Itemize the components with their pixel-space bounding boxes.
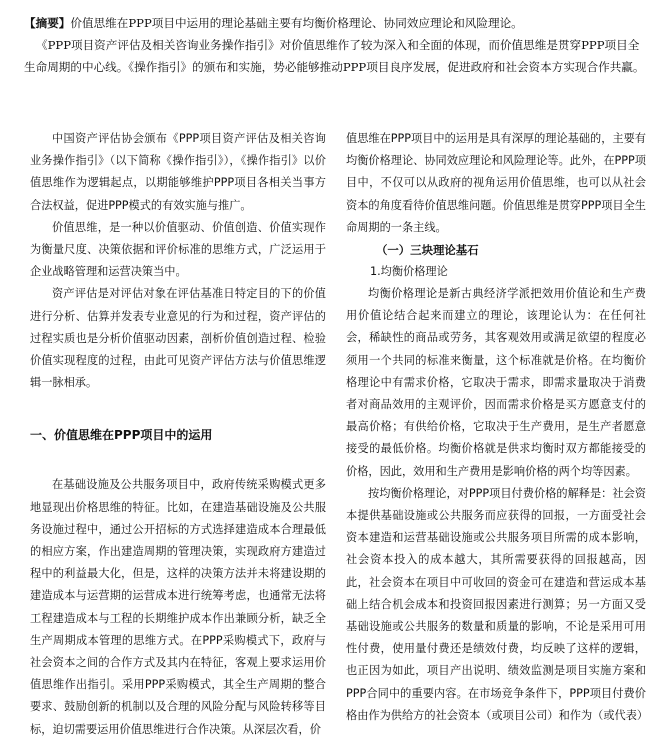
left-paragraph-1: 中国资产评估协会颁布《PPP项目资产评估及相关咨询业务操作指引》（以下简称《操作指引》），《操作指引》以价值思维作为逻辑起点，以期能够维护PPP项目各相关当事方合法权益，促进PPP模式的有效实施与推广。	[30, 132, 326, 212]
right-column	[346, 128, 649, 727]
right-paragraph-1: 值思维在PPP项目中的运用是具有深厚的理论基础的，主要有均衡价格理论、协同效应理论和风险理论等。此外，在PPP项目中，不仅可以从政府的视角运用价值思维，也可以从社会资本的角度看待价值思维问题。价值思维是贯穿PPP项目全生命周期的一条主线。	[346, 132, 646, 234]
right-paragraph-3: 按均衡价格理论，对PPP项目付费价格的解释是：社会资本提供基础设施或公共服务而应获得的回报，一方面受社会资本建造和运营基础设施或公共服务项目所需的成本影响，社会资本投入的成本越大，其所需要获得的回报越高，因此，社会资本在项目中可收回的资金可在建造和营运成本基础上结合机会成本和投资回报因素进行测算；另一方面又受基础设施或公共服务的数量和质量的影响，不论是采用可用性付费，使用量付费还是绩效付费，均反映了这样的逻辑，也正因为如此，项目产出说明、绩效监测是项目实施方案和PPP合同中的重要内容。在市场竞争条件下，PPP项目付费价格由作为供给方的社会资本（或项目公司）和作为（或代表）	[346, 486, 649, 722]
right-paragraph-2: 均衡价格理论是新古典经济学派把效用价值论和生产费用价值论结合起来而建立的理论，该理论认为：在任何社会，稀缺性的商品或劳务，其客观效用或满足欲望的程度必须用一个共同的标准来衡量，这个标准就是价格。在均衡价格理论中有需求价格，它取决于需求，即需求量取决于消费者对商品效用的主观评价，因而需求价格是买方愿意支付的最高价格；有供给价格，它取决于生产费用，是生产者愿意接受的最低价格。均衡价格就是供求均衡时双方都能接受的价格，因此，效用和生产费用是影响价格的两个均等因素。	[346, 287, 646, 478]
left-paragraph-2: 价值思维，是一种以价值驱动、价值创造、价值实现作为衡量尺度、决策依据和评价标准的思维方式，广泛运用于企业战略管理和运营决策当中。	[30, 220, 326, 279]
left-paragraph-3: 资产评估是对评估对象在评估基准日特定目的下的价值进行分析、估算并发表专业意见的行为和过程，资产评估的过程实质也是分析价值驱动因素，剖析价值创造过程、检验价值实现程度的过程，由此可见资产评估方法与价值思维逻辑一脉相承。	[30, 287, 326, 390]
left-column	[30, 128, 326, 741]
subsection-heading: （一）三块理论基石	[376, 243, 479, 258]
abstract-body: 《PPP项目资产评估及相关咨询业务操作指引》对价值思维作了较为深入和全面的体现，而价值思维是贯穿PPP项目全生命周期的中心线。《操作指引》的颁布和实施，势必能够推动PPP项目良序发展，促进政府和社会资本方实现合作共赢。	[24, 38, 645, 74]
sub-subsection-heading: 1.均衡价格理论	[370, 265, 448, 279]
left-paragraph-4: 在基础设施及公共服务项目中，政府传统采购模式更多地显现出价格思维的特征。比如，在建造基础设施及公共服务设施过程中，通过公开招标的方式选择建造成本合理最低的相应方案，作出建造周期的管理决策，实现政府方建造过程中的利益最大化，但是，这样的决策方法并未将建设期的建造成本与运营期的运营成本进行统筹考虑，也通常无法将工程建造成本与工程的长期维护成本作出兼顾分析，缺乏全生产周期成本管理的思维方式。在PPP采购模式下，政府与社会资本之间的合作方式及其内在特征，客观上要求运用价值思维作出指引。采用PPP采购模式，其全生产周期的整合要求、鼓励创新的机制以及合理的风险分配与风险转移等目标，迫切需要运用价值思维进行合作决策。从深层次看，价	[30, 478, 326, 736]
abstract-first-line	[24, 12, 646, 34]
abstract	[24, 12, 646, 78]
section-heading-1: 一、价值思维在PPP项目中的运用	[30, 428, 213, 443]
abstract-label: 【摘要】	[24, 16, 71, 30]
abstract-line1: 价值思维在PPP项目中运用的理论基础主要有均衡价格理论、协同效应理论和风险理论。	[70, 16, 523, 30]
